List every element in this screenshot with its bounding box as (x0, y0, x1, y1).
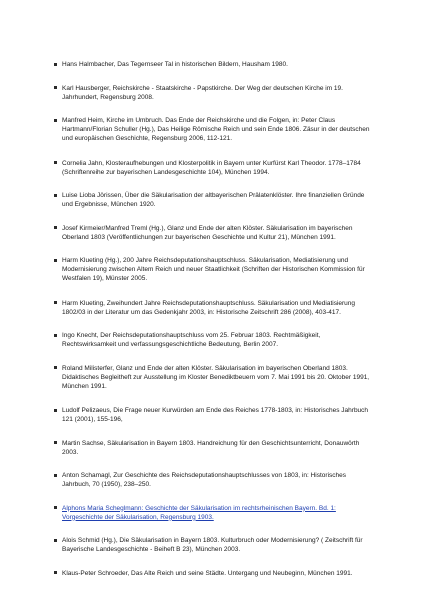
bibliography-entry (62, 331, 372, 349)
entry-link-text[interactable]: Alphons Maria Scheglmann: Geschichte der Säkularisation im rechtsrheinischen Bayern. Bd. 1: Vorgeschichte der Säkularisation, Regensburg 1903. (62, 504, 336, 521)
entry-text: Karl Hausberger, Reichskirche - Staatskirche - Papstkirche. Der Weg der deutschen Kirche im 19. Jahrhundert, Regensburg 2008. (62, 84, 343, 101)
entry-text: Cornelia Jahn, Klosteraufhebungen und Klosterpolitik in Bayern unter Kurfürst Karl Theodor. 1778–1784 (Schriftenreihe zur bayerischen Landesgeschichte 104), München 1994. (62, 159, 361, 176)
bibliography-entry (62, 256, 372, 284)
bibliography-entry (62, 569, 372, 578)
bibliography-entry (62, 536, 372, 554)
bibliography-entry (62, 84, 372, 102)
bibliography-entry (62, 471, 372, 489)
bullet-icon (54, 86, 57, 89)
bullet-icon (54, 161, 57, 164)
bullet-icon (54, 409, 57, 412)
entry-text: Harm Klueting (Hg.), 200 Jahre Reichsdeputationshauptschluss. Säkularisation, Mediatisierung und Modernisierung zwischen Altem Reich und neuer Staatlichkeit (Schriften der Historischen Kommission für Westfalen 19), Münster 2005. (62, 257, 365, 283)
entry-text: Roland Milisterfer, Glanz und Ende der alten Klöster. Säkularisation im bayerischen Oberland 1803. Didaktisches Begleitheft zur Ausstellung im Kloster Benediktbeuern vom 7. Mai 1991 bis 20. Oktober 1991, München 1991. (62, 364, 370, 390)
bullet-icon (54, 474, 57, 477)
bullet-icon (54, 539, 57, 542)
bullet-icon (54, 119, 57, 122)
bullet-icon (54, 506, 57, 509)
bullet-icon (54, 194, 57, 197)
entry-text: Hans Halmbacher, Das Tegernseer Tal in historischen Bildern, Hausham 1980. (62, 61, 288, 68)
bullet-icon (54, 301, 57, 304)
bullet-icon (54, 441, 57, 444)
bibliography-entry (62, 406, 372, 424)
bibliography-entry (62, 439, 372, 457)
bullet-icon (54, 571, 57, 574)
entry-text: Martin Sachse, Säkularisation in Bayern 1803. Handreichung für den Geschichtsunterricht, Donauwörth 2003. (62, 439, 360, 456)
bibliography-entry (62, 224, 372, 242)
entry-text: Ingo Knecht, Der Reichsdeputationshauptschluss vom 25. Februar 1803. Rechtmäßigkeit, Rechtswirksamkeit und verfassungsgeschichtliche Bedeutung, Berlin 2007. (62, 332, 321, 349)
bibliography-entry-link[interactable] (62, 504, 372, 522)
bibliography-entry (62, 191, 372, 209)
entry-text: Klaus-Peter Schroeder, Das Alte Reich und seine Städte. Untergang und Neubeginn, München 1991. (62, 569, 353, 577)
bullet-icon (54, 366, 57, 369)
bibliography-entry (62, 159, 372, 177)
bibliography-entry (62, 364, 372, 392)
entry-text: Anton Schamagl, Zur Geschichte des Reichsdeputationshauptschlusses von 1803, in: Historisches Jahrbuch, 70 (1950), 238–250. (62, 472, 346, 489)
bullet-icon (54, 259, 57, 262)
entry-text: Harm Klueting, Zweihundert Jahre Reichsdeputationshauptschluss. Säkularisation und Mediatisierung 1802/03 in der Literatur um das Gedenkjahr 2003, in: Historische Zeitschrift 286 (2008), 403-417. (62, 299, 356, 316)
bibliography-entry (62, 299, 372, 317)
entry-text: Manfred Heim, Kirche im Umbruch. Das Ende der Reichskirche und die Folgen, in: Peter Claus Hartmann/Florian Schuller (Hg.), Das Heilige Römische Reich und sein Ende 1806. Zäsur in der deutschen und europäischen Geschichte, Regensburg 2006, 112-121. (62, 117, 370, 143)
entry-text: Alois Schmid (Hg.), Die Säkularisation in Bayern 1803. Kulturbruch oder Modernisierung? ( Zeitschrift für Bayerische Landesgeschichte - Beiheft B 23), München 2003. (62, 537, 363, 554)
bullet-icon (54, 226, 57, 229)
bibliography-entry (62, 116, 372, 144)
bibliography-entry (62, 60, 372, 69)
entry-text: Ludolf Pelizaeus, Die Frage neuer Kurwürden am Ende des Reiches 1778-1803, in: Historisches Jahrbuch 121 (2001), 155-196, (62, 407, 369, 424)
bullet-icon (54, 334, 57, 337)
entry-text: Luise Lioba Jörissen, Über die Säkularisation der altbayerischen Prälatenklöster. Ihre finanziellen Gründe und Ergebnisse, München 1920. (62, 192, 365, 209)
entry-text: Josef Kirmeier/Manfred Treml (Hg.), Glanz und Ende der alten Klöster. Säkularisation im bayerischen Oberland 1803 (Veröffentlichungen zur bayerischen Geschichte und Kultur 21), München 1991. (62, 224, 353, 241)
bullet-icon (54, 63, 57, 66)
